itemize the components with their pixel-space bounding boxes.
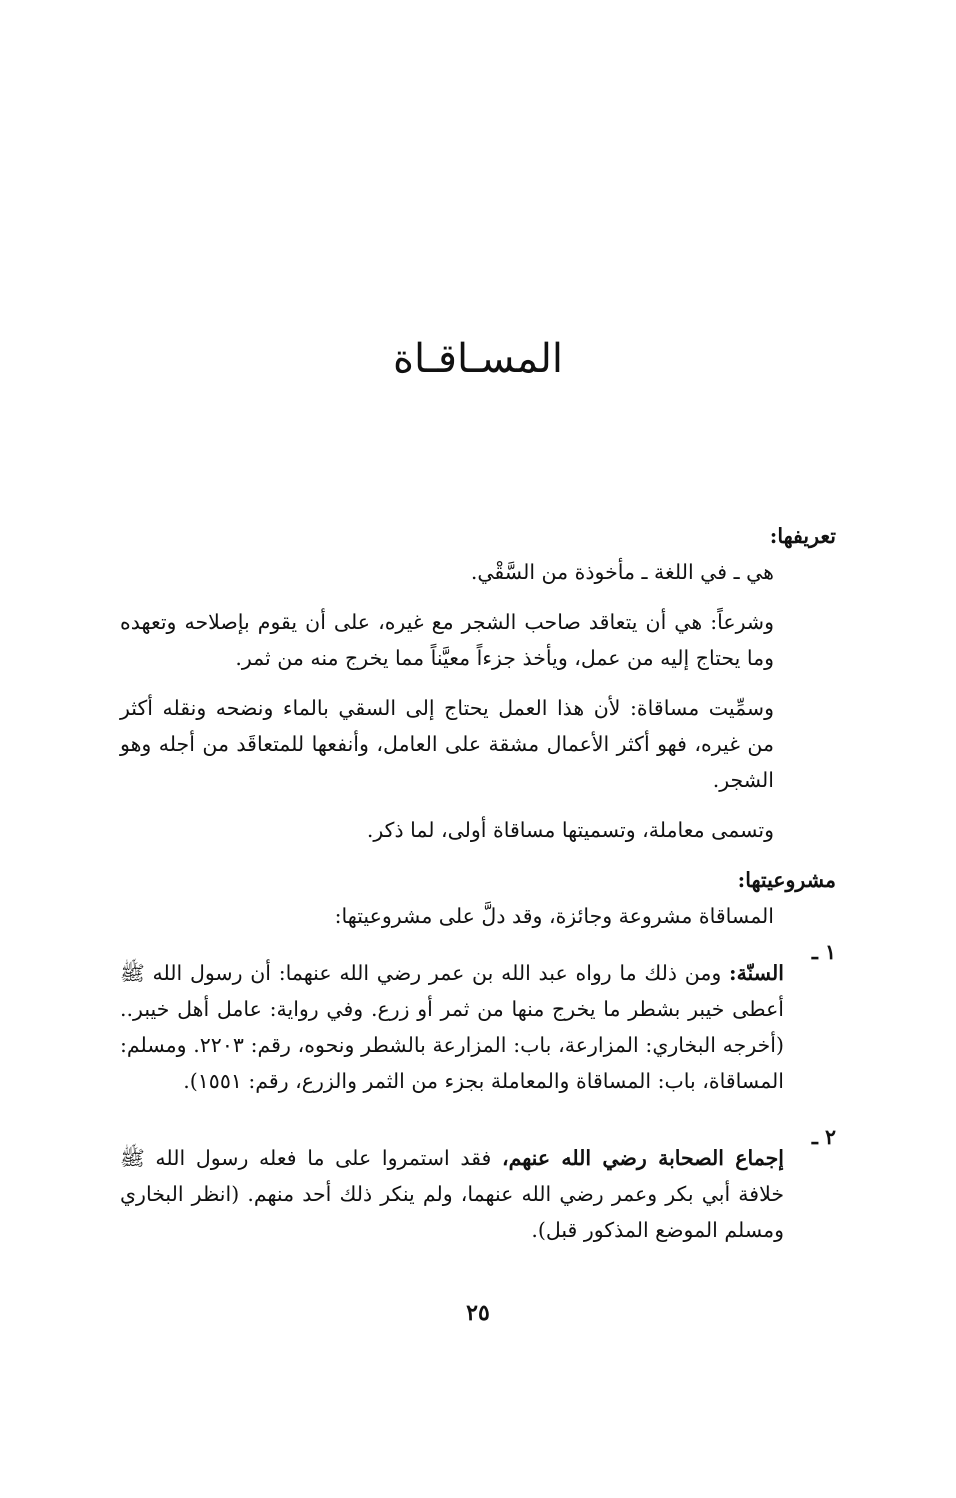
definition-language-paragraph: هي ـ في اللغة ـ مأخوذة من السَّقْي. <box>470 560 774 584</box>
definition-other-name-paragraph: وتسمى معاملة، وتسميتها مساقاة أولى، لما ذكر. <box>366 818 774 842</box>
chapter-title: المسـاقـاة <box>393 336 563 382</box>
legitimacy-heading: مشروعيتها: <box>737 868 836 892</box>
definition-heading: تعريفها: <box>769 524 836 548</box>
page-body <box>120 518 836 1268</box>
item-text: فقد استمروا على ما فعله رسول الله ﷺ خلافة أبي بكر وعمر رضي الله عنهما، ولم ينكر ذلك أحد منهم. (انظر البخاري ومسلم الموضع المذكور قبل). <box>120 1145 784 1242</box>
item-number: ١ ـ <box>811 940 836 964</box>
numbered-item <box>120 934 836 1119</box>
legitimacy-intro-paragraph: المساقاة مشروعة وجائزة، وقد دلَّ على مشروعيتها: <box>334 904 774 928</box>
item-number: ٢ ـ <box>811 1125 836 1149</box>
page-number: ٢٥ <box>466 1300 490 1326</box>
item-body <box>120 955 784 1099</box>
item-body <box>120 1140 784 1248</box>
definition-naming-paragraph: وسمِّيت مساقاة: لأن هذا العمل يحتاج إلى السقي بالماء ونضحه ونقله أكثر من غيره، فهو أكثر الأعمال مشقة على العامل، وأنفعها للمتعاقَد من أجله وهو الشجر. <box>120 696 774 792</box>
item-lead: السنّة: <box>729 960 784 985</box>
item-text: ومن ذلك ما رواه عبد الله بن عمر رضي الله عنهما: أن رسول الله ﷺ أعطى خيبر بشطر ما يخرج منها من ثمر أو زرع. وفي رواية: عامل أهل خيبر.. (أخرجه البخاري: المزارعة، باب: المزارعة بالشطر ونحوه، رقم: ٢٢٠٣. ومسلم: المساقاة، باب: المساقاة والمعاملة بجزء من الثمر والزرع، رقم: ١٥٥١). <box>120 960 784 1093</box>
definition-sharia-paragraph: وشرعاً: هي أن يتعاقد صاحب الشجر مع غيره، على أن يقوم بإصلاحه وتعهده وما يحتاج إليه من عمل، ويأخذ جزءاً معيَّناً مما يخرج منه من ثمر. <box>120 610 774 670</box>
item-lead: إجماع الصحابة رضي الله عنهم، <box>501 1145 784 1170</box>
numbered-item <box>120 1119 836 1268</box>
